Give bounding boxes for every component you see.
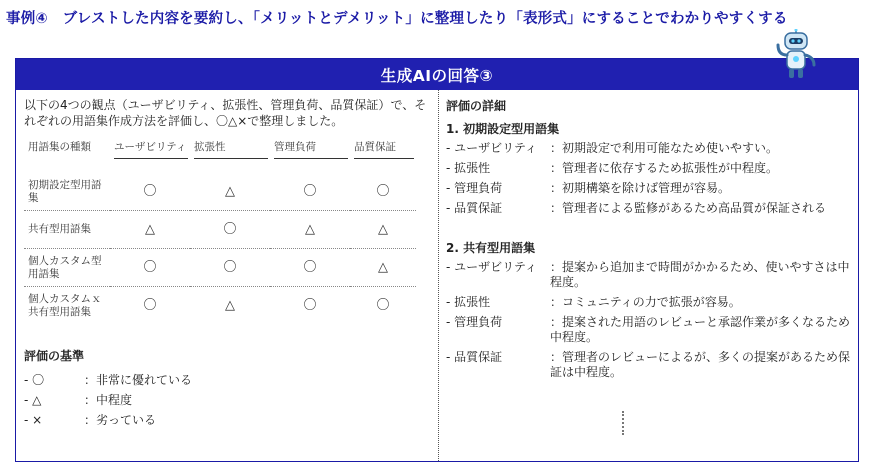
detail-value: ：コミュニティの力で拡張が容易。 <box>550 295 741 309</box>
left-column <box>24 97 429 324</box>
mark-cell: △ <box>225 298 235 313</box>
mark-cell: △ <box>190 173 270 211</box>
detail-key: - ユーザビリティ <box>446 141 537 155</box>
header-quality-assurance: 品質保証 <box>350 139 416 173</box>
detail-value: ：提案された用語のレビューと承認作業が多くなるため中程度。 <box>550 315 851 344</box>
table-header-row <box>24 139 416 173</box>
mark-cell: 〇 <box>270 249 350 287</box>
detail-item <box>446 181 851 196</box>
criteria-symbol: - 〇 <box>24 373 45 387</box>
detail-key: - 品質保証 <box>446 201 503 215</box>
row-name: 共有型用語集 <box>24 211 110 249</box>
detail-key: - 拡張性 <box>446 295 491 309</box>
criteria-symbol: - × <box>24 413 43 427</box>
detail-item <box>446 141 851 156</box>
header-usability: ユーザビリティ <box>110 139 190 173</box>
panel-header <box>16 59 858 90</box>
row-name: 初期設定型用語集 <box>24 173 110 211</box>
detail-key: - 管理負荷 <box>446 315 503 329</box>
detail-value: ：提案から追加まで時間がかかるため、使いやすさは中程度。 <box>550 260 850 289</box>
detail-value: ：管理者による監修があるため高品質が保証される <box>550 201 827 215</box>
detail-item <box>446 260 851 290</box>
detail-item <box>446 161 851 176</box>
mark-cell: 〇 <box>190 249 270 287</box>
continuation-dots <box>622 411 624 435</box>
column-divider <box>438 90 439 461</box>
table-row <box>24 211 416 249</box>
detail-key: - 品質保証 <box>446 350 503 364</box>
answer-panel <box>15 58 859 462</box>
detail-key: - ユーザビリティ <box>446 260 537 274</box>
mark-cell: 〇 <box>190 211 270 249</box>
header-type: 用語集の種類 <box>28 141 91 153</box>
criteria-symbol: - △ <box>24 393 42 407</box>
detail-item <box>446 295 851 310</box>
mark-cell: 〇 <box>350 173 416 211</box>
mark-cell: △ <box>350 249 416 287</box>
mark-cell: △ <box>350 211 416 249</box>
header-management-load: 管理負荷 <box>270 139 350 173</box>
intro-text: 以下の4つの観点（ユーザビリティ、拡張性、管理負荷、品質保証）で、それぞれの用語集作成方法を評価し、〇△×で整理しました。 <box>24 98 427 128</box>
evaluation-table <box>24 139 416 324</box>
table-row <box>24 249 416 287</box>
mark-cell: 〇 <box>376 298 390 313</box>
panel-title: 生成AIの回答③ <box>380 66 494 85</box>
detail-item <box>446 315 851 345</box>
detail-value: ：初期構築を除けば管理が容易。 <box>550 181 731 195</box>
criteria-text: ：非常に優れている <box>84 373 193 387</box>
mark-cell: 〇 <box>270 173 350 211</box>
table-row <box>24 173 416 211</box>
criteria-item <box>24 370 424 390</box>
detail-value: ：初期設定で利用可能なため使いやすい。 <box>550 141 779 155</box>
criteria-item <box>24 390 424 410</box>
mark-cell: 〇 <box>303 298 317 313</box>
detail-item <box>446 201 851 216</box>
criteria-section <box>24 347 424 430</box>
row-name: 個人カスタムｘ共有型用語集 <box>28 292 102 318</box>
mark-cell: △ <box>270 211 350 249</box>
criteria-text: ：中程度 <box>84 393 133 407</box>
robot-icon <box>772 29 820 81</box>
mark-cell: 〇 <box>110 173 190 211</box>
table-row <box>24 287 416 325</box>
mark-cell: △ <box>110 211 190 249</box>
mark-cell: 〇 <box>110 249 190 287</box>
criteria-title: 評価の基準 <box>24 349 85 363</box>
mark-cell: 〇 <box>143 298 157 313</box>
detail-key: - 管理負荷 <box>446 181 503 195</box>
section-title-1: 1. 初期設定型用語集 <box>446 122 560 136</box>
row-name: 個人カスタム型用語集 <box>24 249 110 287</box>
criteria-item <box>24 410 424 430</box>
detail-value: ：管理者のレビューによるが、多くの提案があるため保証は中程度。 <box>550 350 851 379</box>
right-column <box>446 97 851 385</box>
detail-item <box>446 350 851 380</box>
section-title-2: 2. 共有型用語集 <box>446 241 536 255</box>
detail-key: - 拡張性 <box>446 161 491 175</box>
criteria-text: ：劣っている <box>84 413 157 427</box>
details-title: 評価の詳細 <box>446 99 507 113</box>
page-heading: 事例④ ブレストした内容を要約し、「メリットとデメリット」に整理したり「表形式」にすることでわかりやすくする <box>6 11 788 27</box>
header-scalability: 拡張性 <box>190 139 270 173</box>
detail-value: ：管理者に依存するため拡張性が中程度。 <box>550 161 779 175</box>
